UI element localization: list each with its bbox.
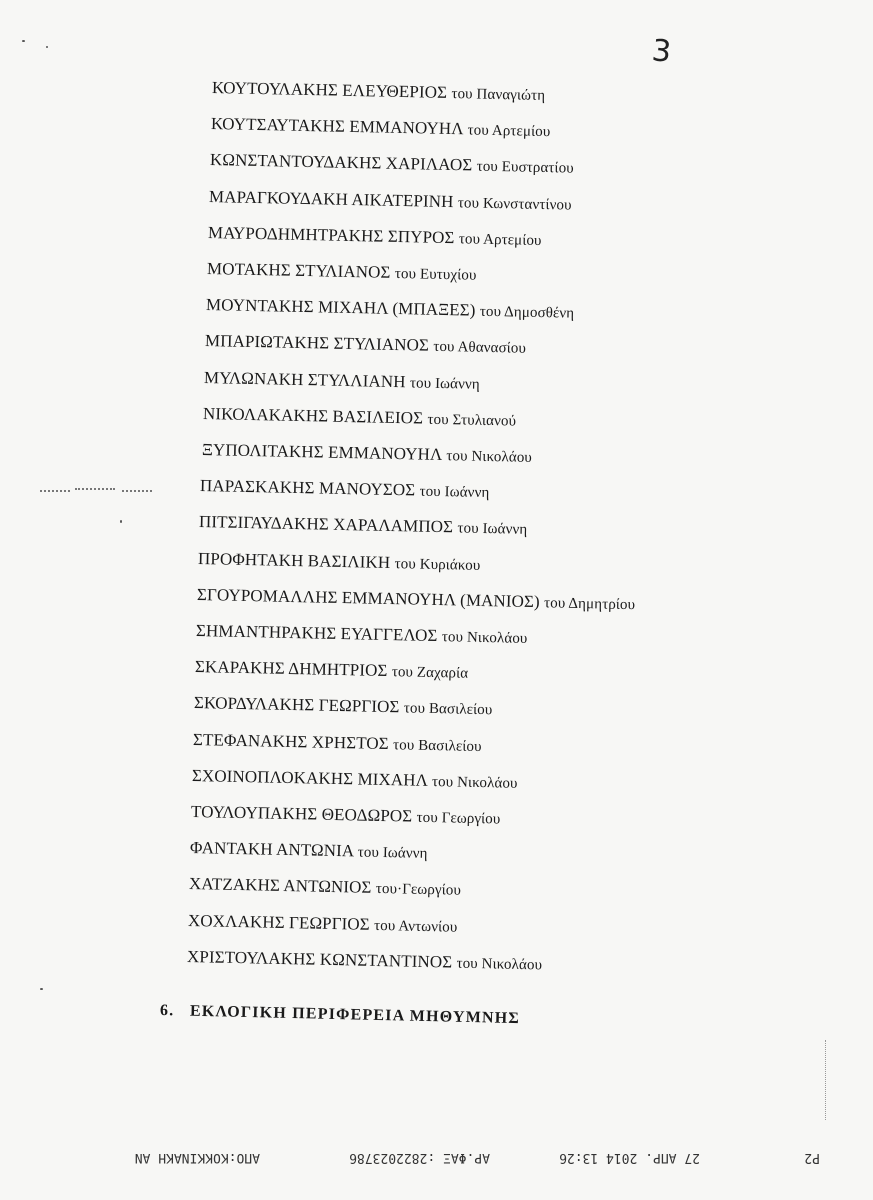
candidate-patronym: του Ιωάννη	[357, 844, 428, 863]
list-item	[193, 730, 482, 756]
list-item	[189, 874, 461, 900]
candidate-patronym: του Αντωνίου	[373, 917, 458, 936]
list-item	[204, 331, 525, 358]
handwritten-page-number: 3	[650, 33, 673, 70]
candidate-name: ΝΙΚΟΛΑΚΑΚΗΣ ΒΑΣΙΛΕΙΟΣ	[202, 403, 423, 428]
candidate-patronym: του Ιωάννη	[409, 374, 480, 393]
candidate-name: ΜΥΛΩΝΑΚΗ ΣΤΥΛΛΙΑΝΗ	[203, 367, 406, 391]
candidate-patronym: του Αθανασίου	[432, 339, 526, 358]
list-item	[207, 259, 477, 285]
fax-number: ΑΡ.ΦΑΞ :2822023786	[349, 1150, 490, 1165]
list-item	[192, 766, 518, 793]
candidate-name: ΤΟΥΛΟΥΠΑΚΗΣ ΘΕΟΔΩΡΟΣ	[190, 802, 413, 826]
fax-datetime: 27 ΑΠΡ. 2014 13:26	[559, 1150, 700, 1165]
section-heading	[160, 1002, 520, 1028]
scan-dash	[75, 488, 115, 491]
candidate-name: ΣΧΟΙΝΟΠΛΟΚΑΚΗΣ ΜΙΧΑΗΛ	[191, 765, 428, 790]
candidate-patronym: του Κωνσταντίνου	[457, 194, 572, 214]
list-item	[208, 223, 542, 250]
candidate-patronym: του Βασιλείου	[392, 736, 482, 755]
candidate-patronym: του Στυλιανού	[426, 411, 516, 430]
scan-speck	[40, 988, 43, 990]
list-item	[188, 911, 458, 937]
scan-speck	[120, 520, 122, 523]
candidate-patronym: του·Γεωργίου	[375, 881, 461, 900]
list-item	[190, 838, 428, 863]
candidate-name: ΜΟΥΝΤΑΚΗΣ ΜΙΧΑΗΛ (ΜΠΑΞΕΣ)	[205, 295, 476, 320]
fax-sender: ΑΠΟ:ΚΟΚΚΙΝΑΚΗ ΑΝ	[134, 1150, 260, 1165]
candidate-name: ΜΑΡΑΓΚΟΥΔΑΚΗ ΑΙΚΑΤΕΡΙΝΗ	[208, 186, 454, 211]
candidate-name: ΚΩΝΣΤΑΝΤΟΥΔΑΚΗΣ ΧΑΡΙΛΑΟΣ	[209, 150, 473, 175]
list-item	[187, 947, 543, 974]
candidate-patronym: του Ευστρατίου	[476, 158, 574, 178]
candidate-patronym: του Ζαχαρία	[391, 664, 469, 682]
candidate-patronym: του Αρτεμίου	[467, 122, 551, 141]
candidate-patronym: του Κυριάκου	[394, 555, 481, 574]
candidate-patronym: του Παναγιώτη	[451, 86, 546, 104]
candidate-patronym: του Ευτυχίου	[394, 265, 477, 284]
list-item	[212, 78, 546, 105]
list-item	[197, 585, 636, 614]
candidate-name: ΞΥΠΟΛΙΤΑΚΗΣ ΕΜΜΑΝΟΥΗΛ	[201, 440, 442, 465]
list-item	[198, 549, 481, 575]
candidate-name: ΜΟΤΑΚΗΣ ΣΤΥΛΙΑΝΟΣ	[206, 259, 391, 282]
candidate-patronym: του Νικολάου	[431, 773, 518, 792]
scan-speck	[22, 40, 25, 42]
list-item	[191, 802, 501, 828]
candidate-patronym: του Νικολάου	[441, 629, 528, 647]
candidate-name: ΦΑΝΤΑΚΗ ΑΝΤΩΝΙΑ	[189, 838, 354, 861]
section-title: ΕΚΛΟΓΙΚΗ ΠΕΡΙΦΕΡΕΙΑ ΜΗΘΥΜΝΗΣ	[189, 1002, 521, 1028]
candidate-patronym: του Ιωάννη	[419, 483, 490, 502]
fax-transmission-header	[100, 1145, 820, 1165]
list-item	[196, 621, 528, 648]
list-item	[201, 440, 531, 467]
list-item	[209, 187, 572, 215]
candidate-name: ΧΡΙΣΤΟΥΛΑΚΗΣ ΚΩΝΣΤΑΝΤΙΝΟΣ	[186, 946, 453, 972]
candidate-name: ΧΑΤΖΑΚΗΣ ΑΝΤΩΝΙΟΣ	[188, 874, 372, 898]
list-item	[200, 476, 490, 502]
scan-edge-mark	[825, 1040, 826, 1120]
candidate-patronym: του Γεωργίου	[416, 809, 501, 828]
candidate-name: ΜΠΑΡΙΩΤΑΚΗΣ ΣΤΥΛΙΑΝΟΣ	[204, 331, 429, 356]
candidate-patronym: του Νικολάου	[456, 955, 543, 974]
candidate-patronym: του Δημητρίου	[544, 595, 636, 613]
list-item	[194, 693, 493, 719]
candidate-name: ΚΟΥΤΟΥΛΑΚΗΣ ΕΛΕΥΘΕΡΙΟΣ	[211, 78, 448, 102]
candidate-patronym: του Δημοσθένη	[479, 303, 575, 322]
candidate-name: ΣΚΑΡΑΚΗΣ ΔΗΜΗΤΡΙΟΣ	[194, 657, 388, 681]
list-item	[205, 295, 574, 323]
scan-dash	[40, 490, 70, 493]
candidate-patronym: του Βασιλείου	[403, 700, 493, 719]
candidate-name: ΠΡΟΦΗΤΑΚΗ ΒΑΣΙΛΙΚΗ	[198, 548, 391, 572]
candidate-patronym: του Νικολάου	[445, 448, 532, 466]
candidate-name: ΚΟΥΤΣΑΥΤΑΚΗΣ ΕΜΜΑΝΟΥΗΛ	[210, 114, 464, 139]
candidate-patronym: του Ιωάννη	[457, 520, 528, 539]
candidate-name: ΧΟΧΛΑΚΗΣ ΓΕΩΡΓΙΟΣ	[187, 910, 370, 934]
list-item	[203, 368, 479, 394]
list-item	[202, 404, 516, 431]
candidate-name: ΣΓΟΥΡΟΜΑΛΛΗΣ ΕΜΜΑΝΟΥΗΛ (ΜΑΝΙΟΣ)	[197, 584, 541, 611]
candidate-name: ΣΗΜΑΝΤΗΡΑΚΗΣ ΕΥΑΓΓΕΛΟΣ	[196, 621, 438, 646]
candidate-name: ΠΙΤΣΙΓΑΥΔΑΚΗΣ ΧΑΡΑΛΑΜΠΟΣ	[199, 512, 454, 537]
candidate-patronym: του Αρτεμίου	[458, 231, 542, 249]
list-item	[195, 657, 469, 683]
fax-page: P2	[804, 1150, 820, 1165]
candidate-name: ΣΚΟΡΔΥΛΑΚΗΣ ΓΕΩΡΓΙΟΣ	[193, 693, 400, 717]
list-item	[199, 512, 528, 539]
section-number: 6.	[159, 1002, 175, 1020]
scan-speck	[46, 46, 48, 48]
scan-dash	[122, 490, 152, 493]
list-item	[210, 150, 574, 178]
candidate-name: ΠΑΡΑΣΚΑΚΗΣ ΜΑΝΟΥΣΟΣ	[200, 476, 416, 500]
candidate-name: ΜΑΥΡΟΔΗΜΗΤΡΑΚΗΣ ΣΠΥΡΟΣ	[207, 222, 455, 247]
candidate-name: ΣΤΕΦΑΝΑΚΗΣ ΧΡΗΣΤΟΣ	[192, 729, 390, 753]
list-item	[211, 114, 551, 141]
